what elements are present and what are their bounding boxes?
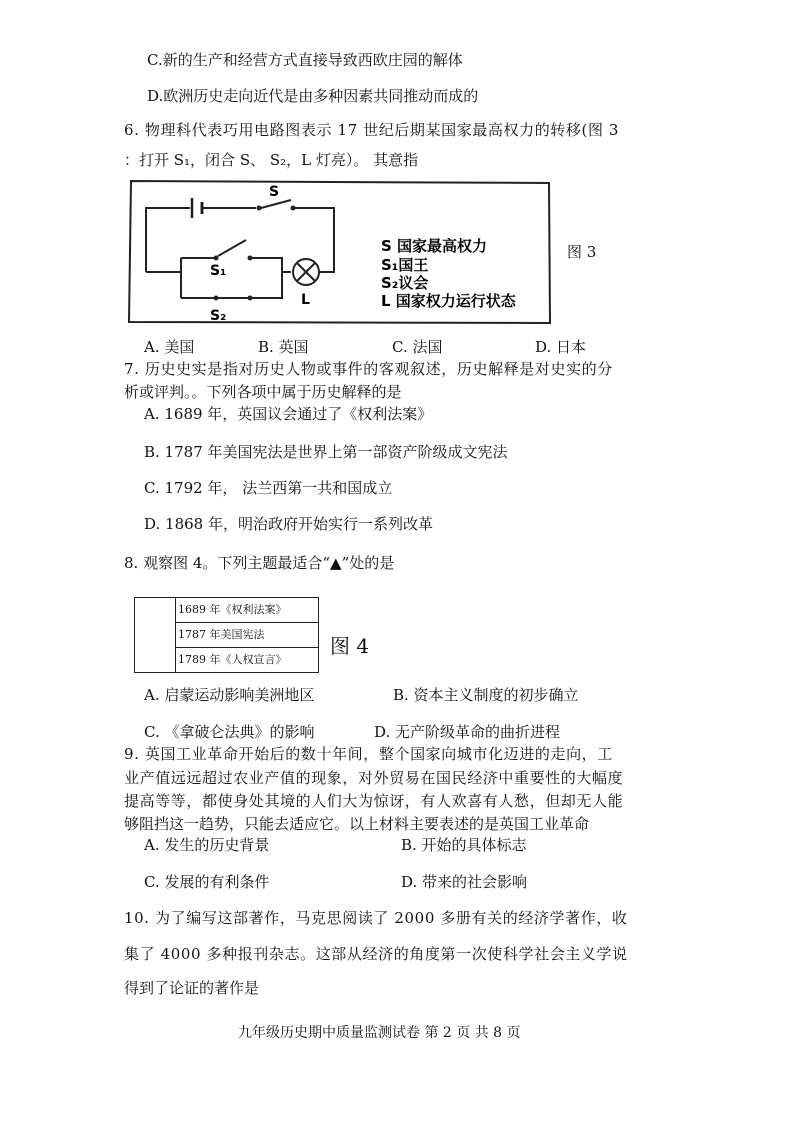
q7-option-b: B. 1787 年美国宪法是世界上第一部资产阶级成文宪法 (144, 443, 508, 461)
branch-right (252, 258, 282, 298)
q5-option-d: D.欧洲历史走向近代是由多种因素共同推动而成的 (147, 87, 479, 105)
q6-option-c: C. 法国 (392, 338, 443, 356)
figure-4-caption: 图 4 (330, 634, 370, 658)
label-l: L (301, 292, 310, 308)
circuit-diagram (126, 178, 554, 328)
figure-4-row: 1787 年美国宪法 (176, 623, 319, 648)
q7-option-c: C. 1792 年， 法兰西第一共和国成立 (144, 479, 393, 497)
q7-option-d: D. 1868 年，明治政府开始实行一系列改革 (144, 515, 433, 533)
q9-stem-line3: 提高等等，都使身处其境的人们大为惊讶，有人欢喜有人愁，但却无人能 (124, 792, 624, 810)
q9-stem-line1: 9. 英国工业革命开始后的数十年间，整个国家向城市化迈进的走向，工 (124, 745, 613, 763)
figure-3-caption: 图 3 (567, 243, 597, 261)
switch-s1-contact-b (248, 256, 253, 261)
label-s2: S₂ (210, 308, 227, 324)
q9-option-d: D. 带来的社会影响 (401, 873, 528, 891)
label-s1: S₁ (210, 263, 227, 279)
legend-line-2: S₁国王 (381, 256, 429, 274)
q9-option-a: A. 发生的历史背景 (144, 836, 270, 854)
figure-4-row: 1689 年《权利法案》 (176, 598, 319, 623)
q6-stem-line1: 6. 物理科代表巧用电路图表示 17 世纪后期某国家最高权力的转移(图 3 (124, 121, 620, 139)
q8-option-a: A. 启蒙运动影响美洲地区 (144, 686, 315, 704)
page-footer: 九年级历史期中质量监测试卷 第 2 页 共 8 页 (238, 1025, 521, 1041)
q7-stem-line2: 析或评判。。下列各项中属于历史解释的是 (124, 383, 402, 401)
q6-option-b: B. 英国 (258, 338, 309, 356)
legend-line-4: L 国家权力运行状态 (381, 292, 516, 310)
q9-stem-line2: 业产值远远超过农业产值的现象，对外贸易在国民经济中重要性的大幅度 (124, 769, 624, 787)
q8-stem: 8. 观察图 4。下列主题最适合“▲”处的是 (124, 554, 395, 572)
q10-stem-line3: 得到了论证的著作是 (124, 979, 260, 997)
figure-4-row: 1789 年《人权宣言》 (176, 648, 319, 673)
switch-s2-contact-b (248, 296, 253, 301)
q10-stem-line2: 集了 4000 多种报刊杂志。这部从经济的角度第一次使科学社会主义学说 (124, 945, 628, 963)
q9-option-c: C. 发展的有利条件 (144, 873, 270, 891)
wire-left (146, 208, 190, 272)
legend-line-3: S₂议会 (381, 274, 429, 292)
switch-s1-contact-a (214, 256, 219, 261)
figure-4-blank-cell (135, 598, 176, 673)
q9-stem-line4: 够阻挡这一趋势，只能去适应它。以上材料主要表述的是英国工业革命 (124, 815, 590, 833)
legend-line-1: S 国家最高权力 (381, 237, 488, 255)
switch-s-blade (261, 200, 291, 208)
switch-s-contact-b (291, 206, 296, 211)
q10-stem-line1: 10. 为了编写这部著作，马克思阅读了 2000 多册有关的经济学著作，收 (124, 909, 628, 927)
switch-s-contact-a (257, 206, 262, 211)
q6-option-d: D. 日本 (535, 338, 587, 356)
q9-option-b: B. 开始的具体标志 (401, 836, 527, 854)
q7-stem-line1: 7. 历史史实是指对历史人物或事件的客观叙述，历史解释是对史实的分 (124, 360, 613, 378)
figure-4-table (134, 597, 319, 673)
q8-option-c: C. 《拿破仑法典》的影响 (144, 723, 315, 741)
q7-option-a: A. 1689 年，英国议会通过了《权利法案》 (144, 405, 433, 423)
q8-option-d: D. 无产阶级革命的曲折进程 (374, 723, 561, 741)
switch-s1-blade (218, 240, 246, 256)
q8-option-b: B. 资本主义制度的初步确立 (393, 686, 579, 704)
q6-option-a: A. 美国 (144, 338, 195, 356)
q6-stem-line2: ：打开 S₁，闭合 S、 S₂，L 灯亮）。 其意指 (124, 151, 419, 169)
switch-s2-contact-a (214, 296, 219, 301)
q5-option-c: C.新的生产和经营方式直接导致西欧庄园的解体 (147, 51, 463, 69)
label-s: S (269, 184, 280, 200)
